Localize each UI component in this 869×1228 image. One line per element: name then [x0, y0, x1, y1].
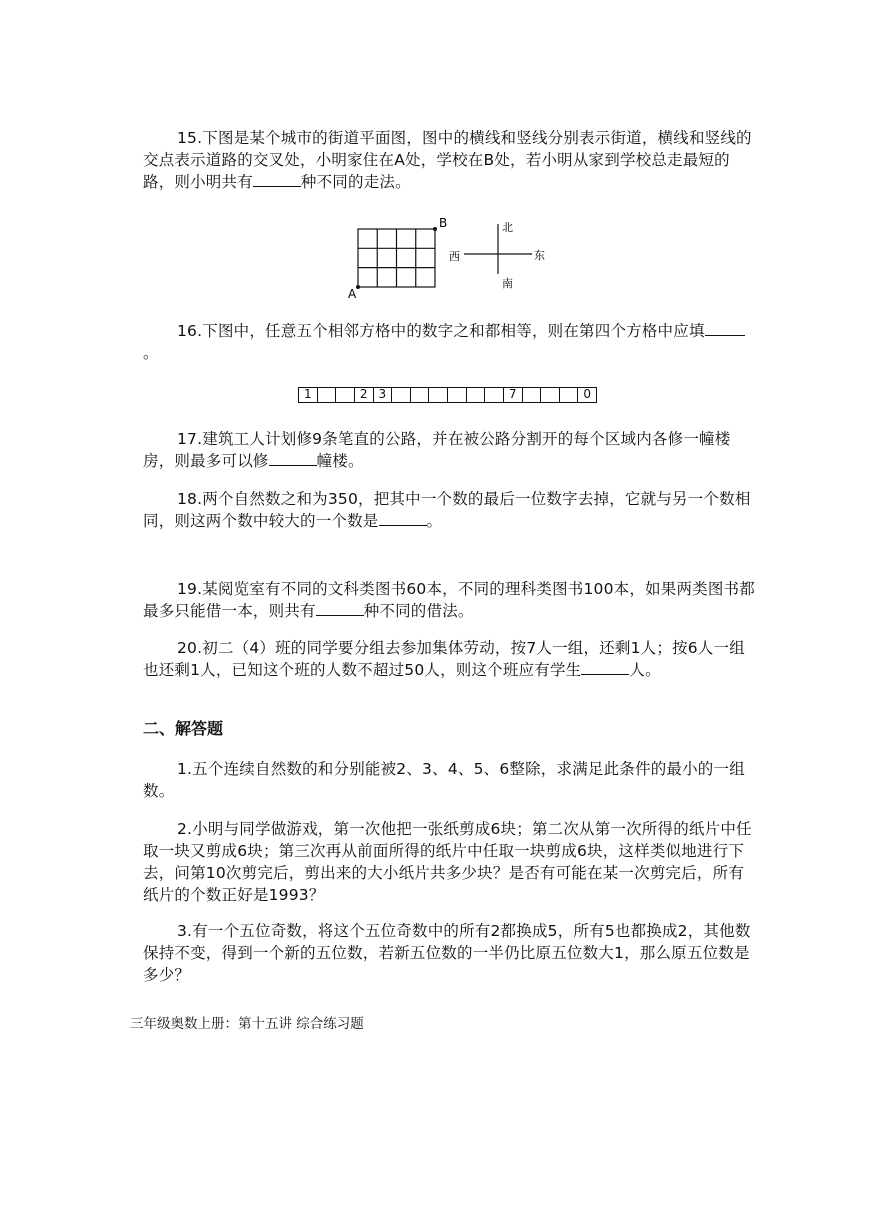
strip-cell-8 — [429, 388, 448, 402]
point-b — [433, 227, 437, 231]
question-15 — [143, 127, 758, 193]
question-16-tail: 。 — [143, 344, 159, 362]
question-15-text: 15.下图是某个城市的街道平面图，图中的横线和竖线分别表示街道，横线和竖线的交点表示道路的交叉处，小明家住在A处，学校在B处，若小明从家到学校总走最短的路，则小明共有 — [143, 129, 752, 191]
strip-cell-5: 3 — [374, 388, 393, 402]
label-a: A — [348, 287, 357, 301]
strip-cell-3 — [336, 388, 355, 402]
answer-question-2 — [143, 818, 758, 906]
answer-blank — [379, 511, 427, 526]
section-heading: 二、解答题 — [143, 719, 224, 738]
question-15-tail: 种不同的走法。 — [300, 173, 411, 191]
south-label: 南 — [502, 277, 513, 290]
strip-cell-2 — [318, 388, 337, 402]
point-a — [356, 285, 360, 289]
question-18-text: 18.两个自然数之和为350，把其中一个数的最后一位数字去掉，它就与另一个数相同，则这两个数中较大的一个数是 — [143, 490, 751, 530]
question-20 — [143, 637, 758, 681]
question-18-tail: 。 — [426, 512, 443, 530]
question-19 — [143, 578, 758, 622]
strip-cell-16: 0 — [583, 387, 591, 401]
question-16-text: 16.下图中，任意五个相邻方格中的数字之和都相等，则在第四个方格中应填 — [177, 322, 705, 340]
question-19-text: 19.某阅览室有不同的文科类图书60本，不同的理科类图书100本，如果两类图书都最多只能借一本，则共有 — [143, 580, 755, 620]
question-17 — [143, 428, 758, 472]
strip-cell-10 — [467, 388, 486, 402]
answer-blank — [581, 660, 629, 675]
question-16 — [143, 320, 758, 364]
answer-question-1 — [143, 758, 758, 802]
question-17-text: 17.建筑工人计划修9条笔直的公路，并在被公路分割开的每个区域内各修一幢楼房，则最多可以修 — [143, 430, 731, 470]
strip-cell-13 — [523, 388, 542, 402]
east-label: 东 — [534, 249, 545, 262]
question-18 — [143, 488, 758, 532]
answer-question-1-text: 1.五个连续自然数的和分别能被2、3、4、5、6整除，求满足此条件的最小的一组数。 — [143, 760, 745, 800]
answer-question-2-text: 2.小明与同学做游戏，第一次他把一张纸剪成6块；第二次从第一次所得的纸片中任取一块又剪成6块；第三次再从前面所得的纸片中任取一块剪成6块，这样类似地进行下去，问第10次剪完后，剪出来的大小纸片共多少块？是否有可能在某一次剪完后，所有纸片的个数正好是1993？ — [143, 820, 752, 904]
answer-question-3-text: 3.有一个五位奇数，将这个五位奇数中的所有2都换成5，所有5也都换成2，其他数保持不变，得到一个新的五位数，若新五位数的一半仍比原五位数大1，那么原五位数是多少？ — [143, 922, 751, 984]
answer-blank — [705, 321, 745, 336]
strip-cell-15 — [560, 388, 579, 402]
strip-cell-4: 2 — [355, 388, 374, 402]
compass — [464, 224, 532, 274]
north-label: 北 — [502, 221, 513, 234]
strip-cell-14 — [541, 388, 560, 402]
number-strip — [298, 387, 597, 403]
strip-cell-7 — [411, 388, 430, 402]
strip-cell-6 — [392, 388, 411, 402]
west-label: 西 — [449, 250, 460, 263]
answer-blank — [269, 451, 317, 466]
page-footer: 三年级奥数上册：第十五讲 综合练习题 — [130, 1016, 364, 1032]
question-20-text: 20.初二（4）班的同学要分组去参加集体劳动，按7人一组，还剩1人；按6人一组也还剩1人，已知这个班的人数不超过50人，则这个班应有学生 — [143, 639, 745, 679]
answer-blank — [316, 601, 364, 616]
answer-question-3 — [143, 920, 758, 986]
strip-cell-1: 1 — [299, 388, 318, 402]
question-19-tail: 种不同的借法。 — [363, 602, 474, 620]
strip-cell-9 — [448, 388, 467, 402]
street-grid-figure — [340, 212, 560, 302]
strip-cell-11 — [485, 388, 504, 402]
answer-blank — [253, 172, 301, 187]
label-b: B — [439, 216, 448, 230]
question-17-tail: 幢楼。 — [316, 452, 364, 470]
strip-cell-12: 7 — [504, 388, 523, 402]
question-20-tail: 人。 — [629, 661, 661, 679]
